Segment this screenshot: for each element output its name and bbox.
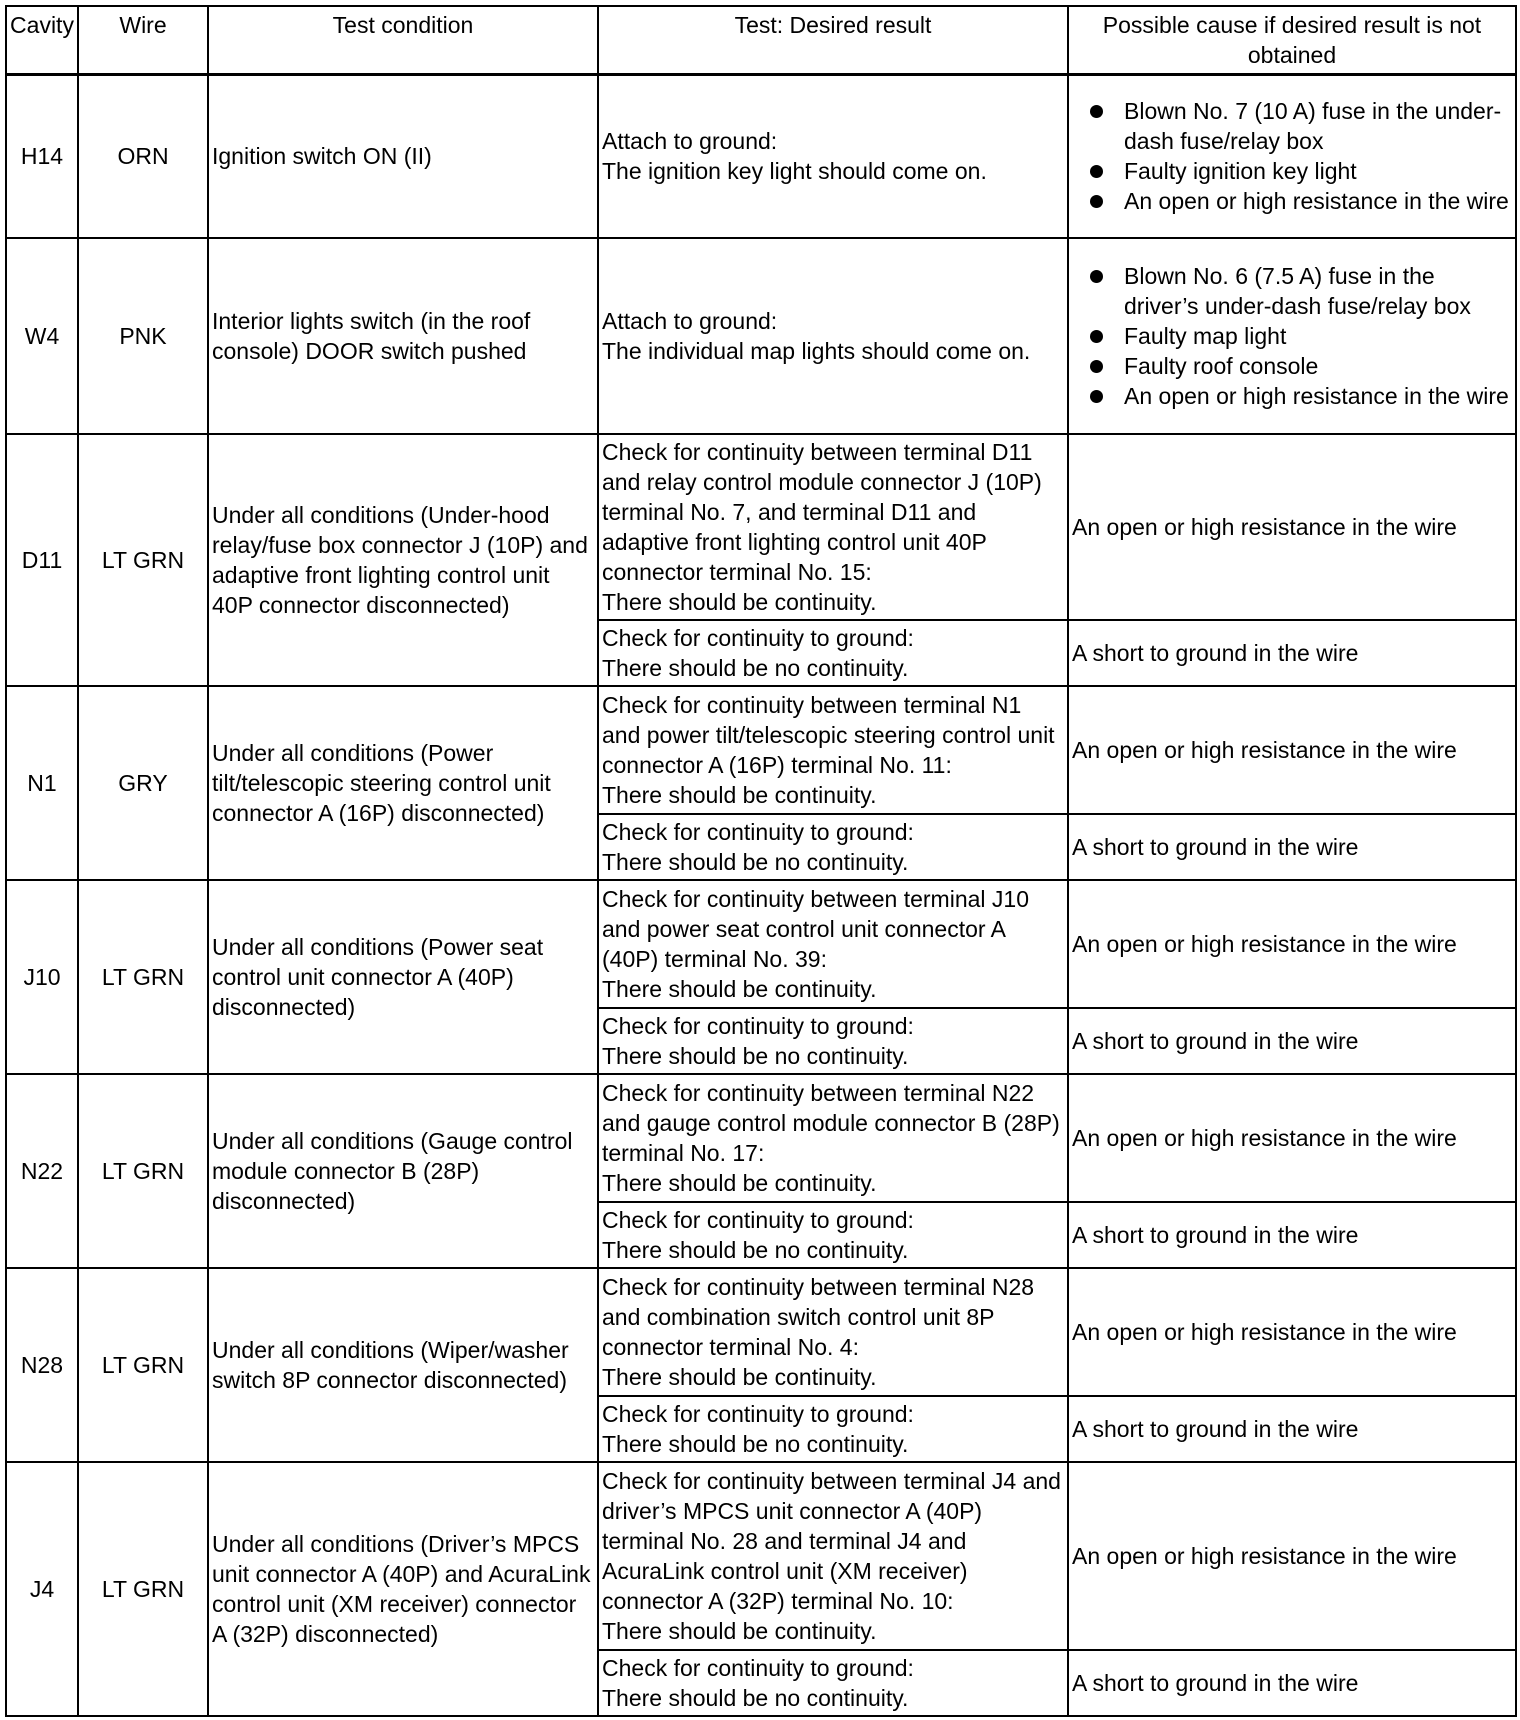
desired-result-cell: Check for continuity to ground: There should be no continuity. bbox=[598, 1650, 1068, 1716]
bullet-icon bbox=[1090, 195, 1103, 208]
desired-result-cell: Check for continuity between terminal J4 and driver’s MPCS unit connector A (40P) terminal No. 28 and terminal J4 and AcuraLink control unit (XM receiver) connector A (32P) terminal No. 10: There should be continuity. bbox=[598, 1462, 1068, 1650]
table-row bbox=[6, 1268, 1516, 1396]
header-desired-result: Test: Desired result bbox=[598, 6, 1068, 75]
cavity-cell: J4 bbox=[6, 1462, 78, 1716]
desired-result-cell: Check for continuity between terminal D11 and relay control module connector J (10P) terminal No. 7, and terminal D11 and adaptive front lighting control unit 40P connector terminal No. 15: There should be continuity. bbox=[598, 434, 1068, 620]
bullet-icon bbox=[1090, 270, 1103, 283]
cause-text: Faulty roof console bbox=[1124, 352, 1319, 379]
table-row bbox=[6, 75, 1516, 238]
connector-test-table-container bbox=[5, 5, 1515, 1717]
desired-result-cell: Attach to ground: The individual map lights should come on. bbox=[598, 238, 1068, 434]
possible-cause-cell: A short to ground in the wire bbox=[1068, 814, 1516, 880]
test-condition-cell: Under all conditions (Under-hood relay/fuse box connector J (10P) and adaptive front lighting control unit 40P connector disconnected) bbox=[208, 434, 598, 686]
test-condition-cell: Under all conditions (Driver’s MPCS unit connector A (40P) and AcuraLink control unit (XM receiver) connector A (32P) disconnected) bbox=[208, 1462, 598, 1716]
cause-item bbox=[1072, 261, 1512, 321]
desired-result-cell: Check for continuity to ground: There should be no continuity. bbox=[598, 1202, 1068, 1268]
bullet-icon bbox=[1090, 105, 1103, 118]
table-row bbox=[6, 434, 1516, 620]
wire-cell: LT GRN bbox=[78, 1074, 208, 1268]
desired-result-cell: Check for continuity between terminal N1 and power tilt/telescopic steering control unit connector A (16P) terminal No. 11: There should be continuity. bbox=[598, 686, 1068, 814]
table-row bbox=[6, 1074, 1516, 1202]
cause-item bbox=[1072, 321, 1512, 351]
bullet-icon bbox=[1090, 330, 1103, 343]
cause-item bbox=[1072, 351, 1512, 381]
cavity-cell: W4 bbox=[6, 238, 78, 434]
cavity-cell: N1 bbox=[6, 686, 78, 880]
possible-cause-cell: An open or high resistance in the wire bbox=[1068, 434, 1516, 620]
wire-cell: PNK bbox=[78, 238, 208, 434]
header-possible-cause: Possible cause if desired result is not obtained bbox=[1068, 6, 1516, 75]
possible-cause-cell: A short to ground in the wire bbox=[1068, 1650, 1516, 1716]
cavity-cell: N22 bbox=[6, 1074, 78, 1268]
table-row bbox=[6, 880, 1516, 1008]
possible-cause-cell: An open or high resistance in the wire bbox=[1068, 880, 1516, 1008]
cause-text: Blown No. 7 (10 A) fuse in the under-dash fuse/relay box bbox=[1124, 98, 1502, 155]
wire-cell: GRY bbox=[78, 686, 208, 880]
cause-item bbox=[1072, 381, 1512, 411]
header-cavity: Cavity bbox=[6, 6, 78, 75]
cause-item bbox=[1072, 156, 1512, 186]
desired-result-cell: Check for continuity to ground: There should be no continuity. bbox=[598, 814, 1068, 880]
table-row bbox=[6, 1462, 1516, 1650]
table-body bbox=[6, 75, 1516, 1716]
test-condition-cell: Under all conditions (Gauge control module connector B (28P) disconnected) bbox=[208, 1074, 598, 1268]
desired-result-cell: Check for continuity between terminal N22 and gauge control module connector B (28P) terminal No. 17: There should be continuity. bbox=[598, 1074, 1068, 1202]
wire-cell: LT GRN bbox=[78, 1462, 208, 1716]
test-condition-cell: Ignition switch ON (II) bbox=[208, 75, 598, 238]
cause-item bbox=[1072, 96, 1512, 156]
desired-result-cell: Check for continuity to ground: There should be no continuity. bbox=[598, 1008, 1068, 1074]
cause-list bbox=[1072, 96, 1512, 216]
cause-text: An open or high resistance in the wire bbox=[1124, 382, 1509, 409]
possible-cause-cell: An open or high resistance in the wire bbox=[1068, 1074, 1516, 1202]
table-header-row bbox=[6, 6, 1516, 75]
cause-text: Faulty map light bbox=[1124, 322, 1287, 349]
bullet-icon bbox=[1090, 390, 1103, 403]
table-row bbox=[6, 238, 1516, 434]
desired-result-cell: Check for continuity to ground: There should be no continuity. bbox=[598, 620, 1068, 686]
bullet-icon bbox=[1090, 165, 1103, 178]
cause-item bbox=[1072, 186, 1512, 216]
test-condition-cell: Interior lights switch (in the roof console) DOOR switch pushed bbox=[208, 238, 598, 434]
cavity-cell: D11 bbox=[6, 434, 78, 686]
test-condition-cell: Under all conditions (Power seat control unit connector A (40P) disconnected) bbox=[208, 880, 598, 1074]
test-condition-cell: Under all conditions (Power tilt/telescopic steering control unit connector A (16P) disconnected) bbox=[208, 686, 598, 880]
cavity-cell: J10 bbox=[6, 880, 78, 1074]
possible-cause-cell bbox=[1068, 238, 1516, 434]
header-test-condition: Test condition bbox=[208, 6, 598, 75]
desired-result-cell: Check for continuity between terminal J10 and power seat control unit connector A (40P) terminal No. 39: There should be continuity. bbox=[598, 880, 1068, 1008]
wire-cell: ORN bbox=[78, 75, 208, 238]
possible-cause-cell bbox=[1068, 75, 1516, 238]
possible-cause-cell: A short to ground in the wire bbox=[1068, 1396, 1516, 1462]
possible-cause-cell: An open or high resistance in the wire bbox=[1068, 686, 1516, 814]
desired-result-cell: Attach to ground: The ignition key light should come on. bbox=[598, 75, 1068, 238]
desired-result-cell: Check for continuity between terminal N28 and combination switch control unit 8P connector terminal No. 4: There should be continuity. bbox=[598, 1268, 1068, 1396]
wire-cell: LT GRN bbox=[78, 434, 208, 686]
possible-cause-cell: A short to ground in the wire bbox=[1068, 1008, 1516, 1074]
desired-result-cell: Check for continuity to ground: There should be no continuity. bbox=[598, 1396, 1068, 1462]
possible-cause-cell: A short to ground in the wire bbox=[1068, 1202, 1516, 1268]
bullet-icon bbox=[1090, 360, 1103, 373]
cause-text: Faulty ignition key light bbox=[1124, 158, 1357, 185]
possible-cause-cell: An open or high resistance in the wire bbox=[1068, 1462, 1516, 1650]
possible-cause-cell: A short to ground in the wire bbox=[1068, 620, 1516, 686]
connector-test-table bbox=[5, 5, 1517, 1717]
cavity-cell: N28 bbox=[6, 1268, 78, 1462]
cavity-cell: H14 bbox=[6, 75, 78, 238]
cause-text: An open or high resistance in the wire bbox=[1124, 188, 1509, 215]
table-row bbox=[6, 686, 1516, 814]
wire-cell: LT GRN bbox=[78, 1268, 208, 1462]
header-wire: Wire bbox=[78, 6, 208, 75]
test-condition-cell: Under all conditions (Wiper/washer switch 8P connector disconnected) bbox=[208, 1268, 598, 1462]
cause-text: Blown No. 6 (7.5 A) fuse in the driver’s under-dash fuse/relay box bbox=[1124, 262, 1471, 319]
cause-list bbox=[1072, 261, 1512, 411]
possible-cause-cell: An open or high resistance in the wire bbox=[1068, 1268, 1516, 1396]
wire-cell: LT GRN bbox=[78, 880, 208, 1074]
